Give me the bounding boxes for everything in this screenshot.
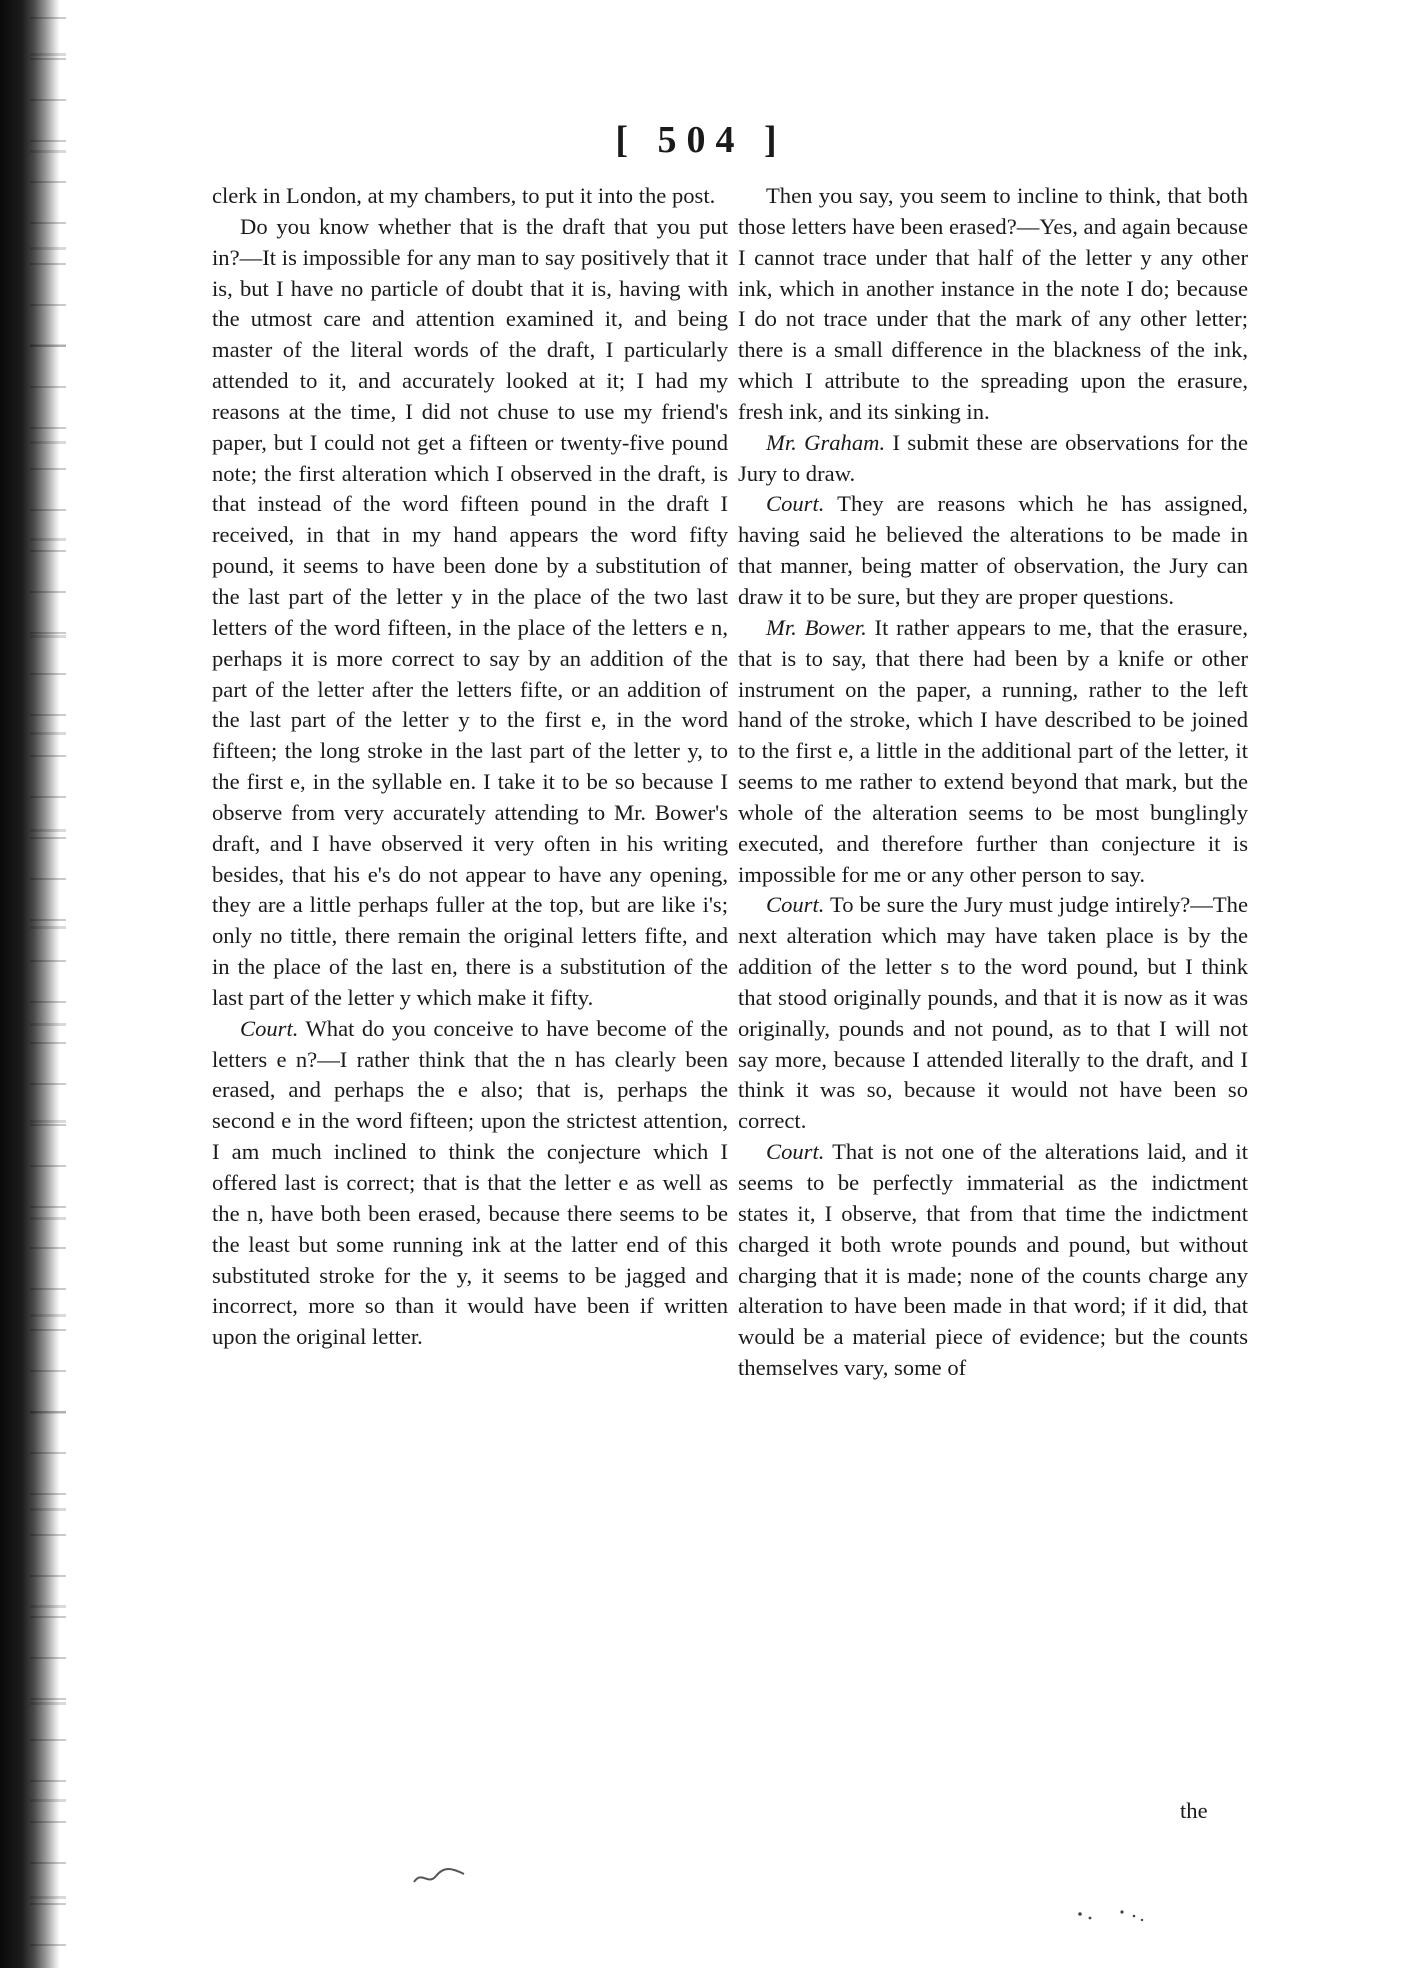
paragraph <box>738 181 1248 428</box>
catchword: the <box>1180 1798 1208 1823</box>
paragraph-text: clerk in London, at my chambers, to put it into the post. <box>212 183 716 208</box>
paragraph-text: It rather appears to me, that the erasure, that is to say, that there had been by a knife or other instrument on the paper, a running, rather to the left hand of the stroke, which I have described to be joined to the first e, a little in the additional part of the letter, it seems to me rather to extend beyond that mark, but the whole of the alteration seems to be most bunglingly executed, and therefore further than conjecture it is impossible for me or any other person to say. <box>738 614 1248 887</box>
paragraph-text: What do you conceive to have become of the letters e n?—I rather think that the n has clearly been erased, and perhaps the e also; that is, perhaps the second e in the word fifteen; upon the strictest attention, I am much inclined to think the conjecture which I offered last is correct; that is that the letter e as well as the n, have both been erased, because there seems to be the least but some running ink at the latter end of this substituted stroke for the y, it seems to be jagged and incorrect, more so than it would have been if written upon the original letter. <box>212 1015 729 1350</box>
paragraph-text: They are reasons which he has assigned, having said he believed the alterations to be made in that manner, being matter of observation, the Jury can draw it to be sure, but they are proper questions. <box>738 491 1248 609</box>
paragraph-text: Do you know whether that is the draft that you put in?—It is impossible for any man to say positively that it is, but I have no particle of doubt that it is, having with the utmost care and attention examined it, and being master of the literal words of the draft, I particularly attended to it, and accurately looked at it; I had my reasons at the time, I did not chuse to use my friend's paper, but I could not get a fifteen or twenty-five pound note; the first alteration which I observed in the draft, is that instead of the word fifteen pound in the draft I received, in that in my hand appears the word fifty pound, it seems to have been done by a substitution of the last part of the letter y in the place of the two last letters of the word fifteen, in the place of the letters e n, perhaps it is more correct to say by an addition of the part of the letter after the letters fifte, or an addition of the last part of the letter y to the first e, in the word fifteen; the long stroke in the last part of the letter y, to the first e, in the syllable en. I take it to be so because I observe from very accurately attending to Mr. Bower's draft, and I have observed it very often in his writing besides, that his e's do not appear to have any opening, they are a little perhaps fuller at the top, but are like i's; only no tittle, there remain the original letters fifte, and in the place of the last en, there is a substitution of the last part of the letter y which make it fifty. <box>212 213 728 1010</box>
paragraph <box>212 212 728 1014</box>
speaker-label: Court. <box>766 1139 825 1165</box>
scan-noise <box>30 0 66 1968</box>
paragraph <box>738 428 1248 490</box>
paragraph <box>738 489 1248 612</box>
ink-squiggle-mark <box>412 1864 468 1890</box>
paragraph <box>738 890 1248 1137</box>
speaker-label: Mr. Graham. <box>766 429 886 455</box>
paragraph <box>212 1014 728 1353</box>
speaker-label: Mr. Bower. <box>766 614 867 640</box>
ink-specks-mark <box>1076 1906 1156 1926</box>
paragraph-text: I submit these are observations for the Jury to draw. <box>738 429 1248 486</box>
speaker-label: Court. <box>766 491 825 517</box>
paragraph-text: To be sure the Jury must judge intirely?—The next alteration which may have taken place is by the addition of the letter s to the word pound, but I think that stood originally pounds, and that it is now as it was originally, pounds and not pound, as to that I will not say more, because I attended literally to the draft, and I think it was so, because it would not have been so correct. <box>738 892 1248 1134</box>
paragraph <box>212 181 728 212</box>
paragraph-text: Then you say, you seem to incline to think, that both those letters have been erased?—Yes, and again because I cannot trace under that half of the letter y any other ink, which in another instance in the note I do; because I do not trace under that the mark of any other letter; there is a small difference in the blackness of the ink, which I attribute to the spreading upon the erasure, fresh ink, and its sinking in. <box>738 183 1248 424</box>
left-column <box>212 181 728 1353</box>
paragraph <box>738 1137 1248 1384</box>
page-number: [ 504 ] <box>615 119 787 161</box>
speaker-label: Court. <box>240 1015 299 1041</box>
paragraph <box>738 613 1248 891</box>
right-column <box>738 181 1248 1384</box>
paragraph-text: That is not one of the alterations laid, and it seems to be perfectly immaterial as the indictment states it, I observe, that from that time the indictment charged it both wrote pounds and pound, but without charging that it is made; none of the counts charge any alteration to have been made in that word; if it did, that would be a material piece of evidence; but the counts themselves vary, some of <box>738 1139 1248 1381</box>
speaker-label: Court. <box>766 892 825 918</box>
